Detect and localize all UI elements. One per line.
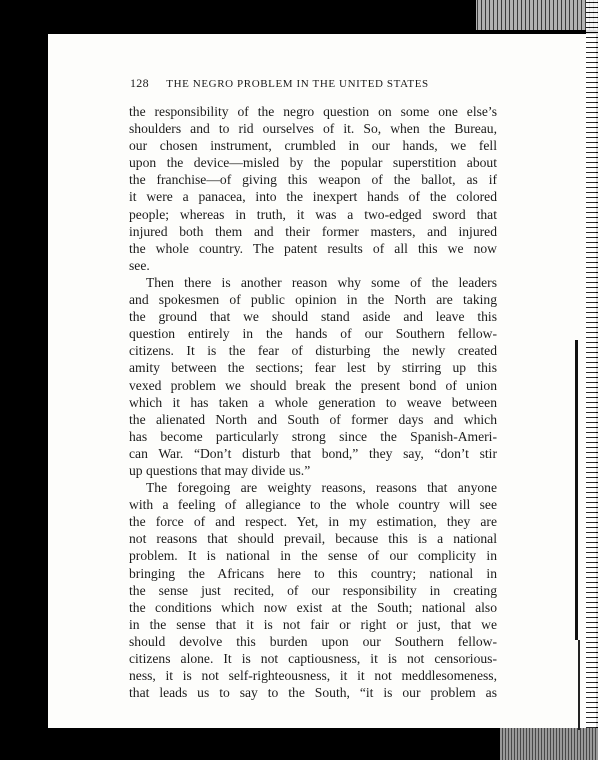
text-line: upon the device—misled by the popular superstition about [129,155,497,171]
text-line: up questions that may divide us.” [129,462,311,478]
text-line: the responsibility of the negro question on some one else’s [129,104,497,119]
body-text [129,103,497,701]
text-line: the force of and respect. Yet, in my estimation, they are [129,514,497,530]
text-line: the conditions which now exist at the South; national also [129,599,497,615]
running-title: THE NEGRO PROBLEM IN THE UNITED STATES [166,78,429,90]
text-line: that leads us to say to the South, “it is our problem as [129,685,497,701]
text-line: ness, it is not self-righteousness, it it not meddlesomeness, [129,668,497,684]
text-line: injured both them and their former masters, and injured [129,223,497,239]
scan-edge-noise-right [586,0,598,760]
text-line: with a feeling of allegiance to the whole country will see [129,497,497,513]
text-line: not reasons that should prevail, because this is a national [129,531,497,547]
text-line: problem. It is national in the sense of our complicity in [129,548,497,564]
text-line: our chosen instrument, crumbled in our hands, we fell [129,138,497,154]
margin-shadow-mark [575,340,578,640]
text-line: the sense just recited, of our responsibility in creating [129,582,497,598]
text-line: the alienated North and South of former days and which [129,411,497,427]
text-line: see. [129,257,150,273]
text-line: vexed problem we should break the present bond of union [129,377,497,393]
margin-shadow-mark [578,640,580,730]
scan-edge-noise-bottom [500,728,598,760]
text-line: the whole country. The patent results of all this we now [129,240,497,256]
text-line: citizens. It is the fear of disturbing the newly created [129,343,497,359]
text-line: in the sense that it is not fair or right or just, that we [129,616,497,632]
text-line: citizens alone. It is not captiousness, it is not censorious- [129,651,497,666]
page-number: 128 [130,76,149,90]
text-line: people; whereas in truth, it was a two-edged sword that [129,206,497,222]
text-line: the ground that we should stand aside and leave this [129,309,497,325]
text-line: should devolve this burden upon our Southern fellow- [129,633,497,649]
text-line: shoulders and to rid ourselves of it. So, when the Bureau, [129,121,497,137]
text-line: The foregoing are weighty reasons, reasons that anyone [146,480,497,496]
text-line: and spokesmen of public opinion in the North are taking [129,292,497,308]
text-line: can War. “Don’t disturb that bond,” they say, “don’t stir [129,445,497,461]
text-line: has become particularly strong since the Spanish-Ameri- [129,428,497,444]
paragraph [129,274,497,479]
text-line: Then there is another reason why some of the leaders [146,274,497,290]
text-line: the franchise—of giving this weapon of the ballot, as if [129,172,497,188]
text-line: it were a panacea, into the inexpert hands of the colored [129,189,497,205]
scan-edge-noise-top [476,0,598,30]
paragraph [129,103,497,274]
paragraph [129,479,497,701]
text-line: amity between the sections; fear lest by stirring up this [129,360,497,376]
text-line: which it has taken a whole generation to weave between [129,394,497,410]
text-line: question entirely in the hands of our Southern fellow- [129,326,497,342]
text-line: bringing the Africans here to this country; national in [129,565,497,581]
running-header [130,76,490,92]
